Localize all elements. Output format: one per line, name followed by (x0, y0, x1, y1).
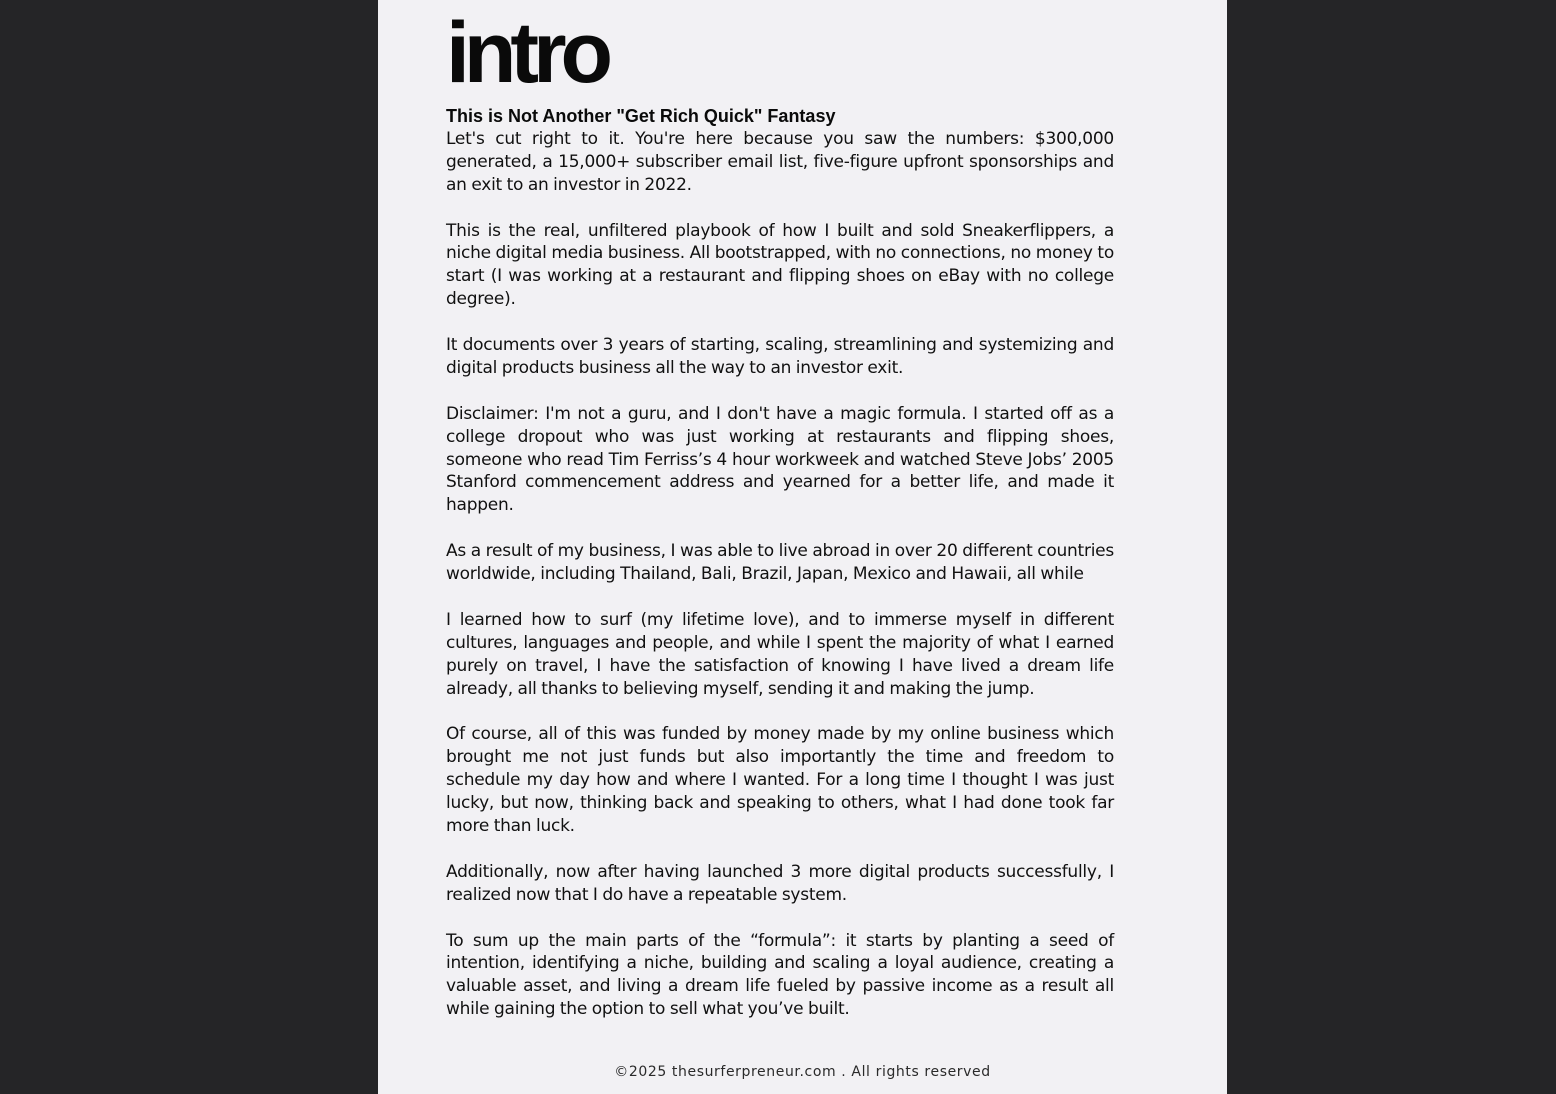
document-page (378, 0, 1227, 1094)
paragraph-5: As a result of my business, I was able to live abroad in over 20 different countries worldwide, including Thailand, Bali, Brazil, Japan, Mexico and Hawaii, all while (446, 541, 1114, 585)
paragraph-1: Let's cut right to it. You're here because you saw the numbers: $300,000 generated, a 15,000+ subscriber email list, five-figure upfront sponsorships and an exit to an investor in 2022. (446, 128, 1114, 195)
paragraph-6: I learned how to surf (my lifetime love), and to immerse myself in different cultures, languages and people, and while I spent the majority of what I earned purely on travel, I have the satisfaction of knowing I have lived a dream life already, all thanks to believing myself, sending it and making the jump. (446, 609, 1114, 699)
paragraph-8: Additionally, now after having launched 3 more digital products successfully, I realized now that I do have a repeatable system. (446, 861, 1114, 905)
page-footer: ©2025 thesurferpreneur.com . All rights reserved (614, 1064, 991, 1080)
paragraph-4: Disclaimer: I'm not a guru, and I don't have a magic formula. I started off as a college dropout who was just working at restaurants and flipping shoes, someone who read Tim Ferriss’s 4 hour workweek and watched Steve Jobs’ 2005 Stanford commencement address and yearned for a better life, and made it happen. (446, 403, 1114, 516)
page-body (446, 105, 1114, 1044)
paragraph-9: To sum up the main parts of the “formula”: it starts by planting a seed of intention, identifying a niche, building and scaling a loyal audience, creating a valuable asset, and living a dream life fueled by passive income as a result all while gaining the option to sell what you’ve built. (446, 930, 1114, 1020)
paragraph-2: This is the real, unfiltered playbook of how I built and sold Sneakerflippers, a niche digital media business. All bootstrapped, with no connections, no money to start (I was working at a restaurant and flipping shoes on eBay with no college degree). (446, 220, 1114, 310)
paragraph-3: It documents over 3 years of starting, scaling, streamlining and systemizing and digital products business all the way to an investor exit. (446, 335, 1114, 378)
section-subtitle: This is Not Another "Get Rich Quick" Fantasy (446, 106, 836, 126)
paragraph-7: Of course, all of this was funded by money made by my online business which brought me not just funds but also importantly the time and freedom to schedule my day how and where I wanted. For a long time I thought I was just lucky, but now, thinking back and speaking to others, what I had done took far more than luck. (446, 724, 1114, 836)
page-title: intro (446, 5, 608, 101)
